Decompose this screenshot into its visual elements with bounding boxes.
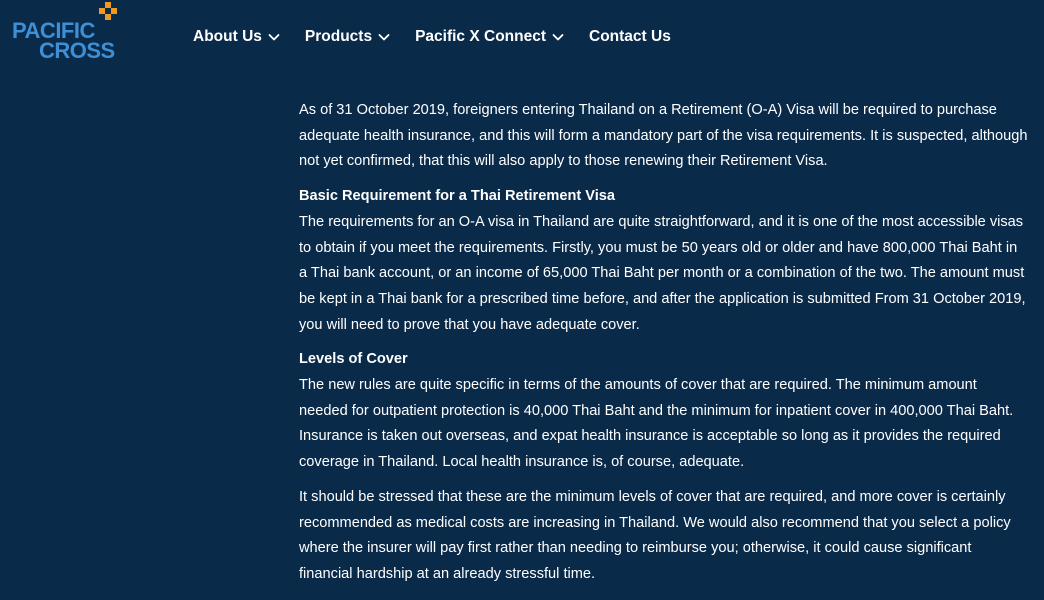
section-levels-of-cover [299, 347, 1029, 476]
cross-logo-icon [94, 2, 120, 26]
nav-item-label: About Us [193, 28, 262, 45]
nav-item-label: Products [304, 28, 373, 45]
nav-item-label: Contact Us [589, 28, 671, 45]
chevron-down-icon [551, 30, 565, 44]
logo-text-cross: CROSS [39, 38, 115, 63]
logo-text-pacific: PACIFIC [12, 18, 95, 43]
pacific-cross-logo[interactable] [12, 2, 122, 64]
article-closing: It should be stressed that these are the minimum levels of cover that are required, and more cover is certainly recommended as medical costs are increasing in Thailand. We would also recommend that you select a policy where the insurer will pay first rather than needing to reimburse you; otherwise, it could cause significant financial hardship at an already stressful time. [299, 488, 1011, 582]
main-nav [193, 26, 695, 48]
section-basic-requirement [299, 184, 1029, 338]
nav-item-contact-us[interactable] [589, 28, 671, 46]
site-header [0, 0, 1044, 80]
nav-item-products[interactable] [305, 28, 391, 46]
nav-item-label: Pacific X Connect [415, 28, 547, 45]
section-heading: Levels of Cover [299, 351, 408, 368]
article-intro: As of 31 October 2019, foreigners entering Thailand on a Retirement (O-A) Visa will be required to purchase adequate health insurance, and this will form a mandatory part of the visa requirements. It is suspected, although not yet confirmed, that this will also apply to those renewing their Retirement Visa. [299, 102, 1028, 170]
nav-item-pacific-x-connect[interactable] [415, 28, 565, 46]
article-content [299, 98, 1029, 597]
nav-item-about-us[interactable] [193, 28, 281, 46]
section-heading: Basic Requirement for a Thai Retirement Visa [299, 188, 616, 205]
chevron-down-icon [377, 30, 391, 44]
section-body: The new rules are quite specific in terms of the amounts of cover that are required. The minimum amount needed for outpatient protection is 40,000 Thai Baht and the minimum for inpatient cover in 400,000 Thai Baht. Insurance is taken out overseas, and expat health insurance is acceptable so long as it provides the required coverage in Thailand. Local health insurance is, of course, adequate. [299, 377, 1014, 471]
chevron-down-icon [267, 30, 281, 44]
section-body: The requirements for an O-A visa in Thailand are quite straightforward, and it is one of the most accessible visas to obtain if you meet the requirements. Firstly, you must be 50 years old or older and have 800,000 Thai Baht in a Thai bank account, or an income of 65,000 Thai Baht per month or a combination of the two. The amount must be kept in a Thai bank for a prescribed time before, and after the application is submitted From 31 October 2019, you will need to prove that you have adequate cover. [299, 213, 1026, 333]
